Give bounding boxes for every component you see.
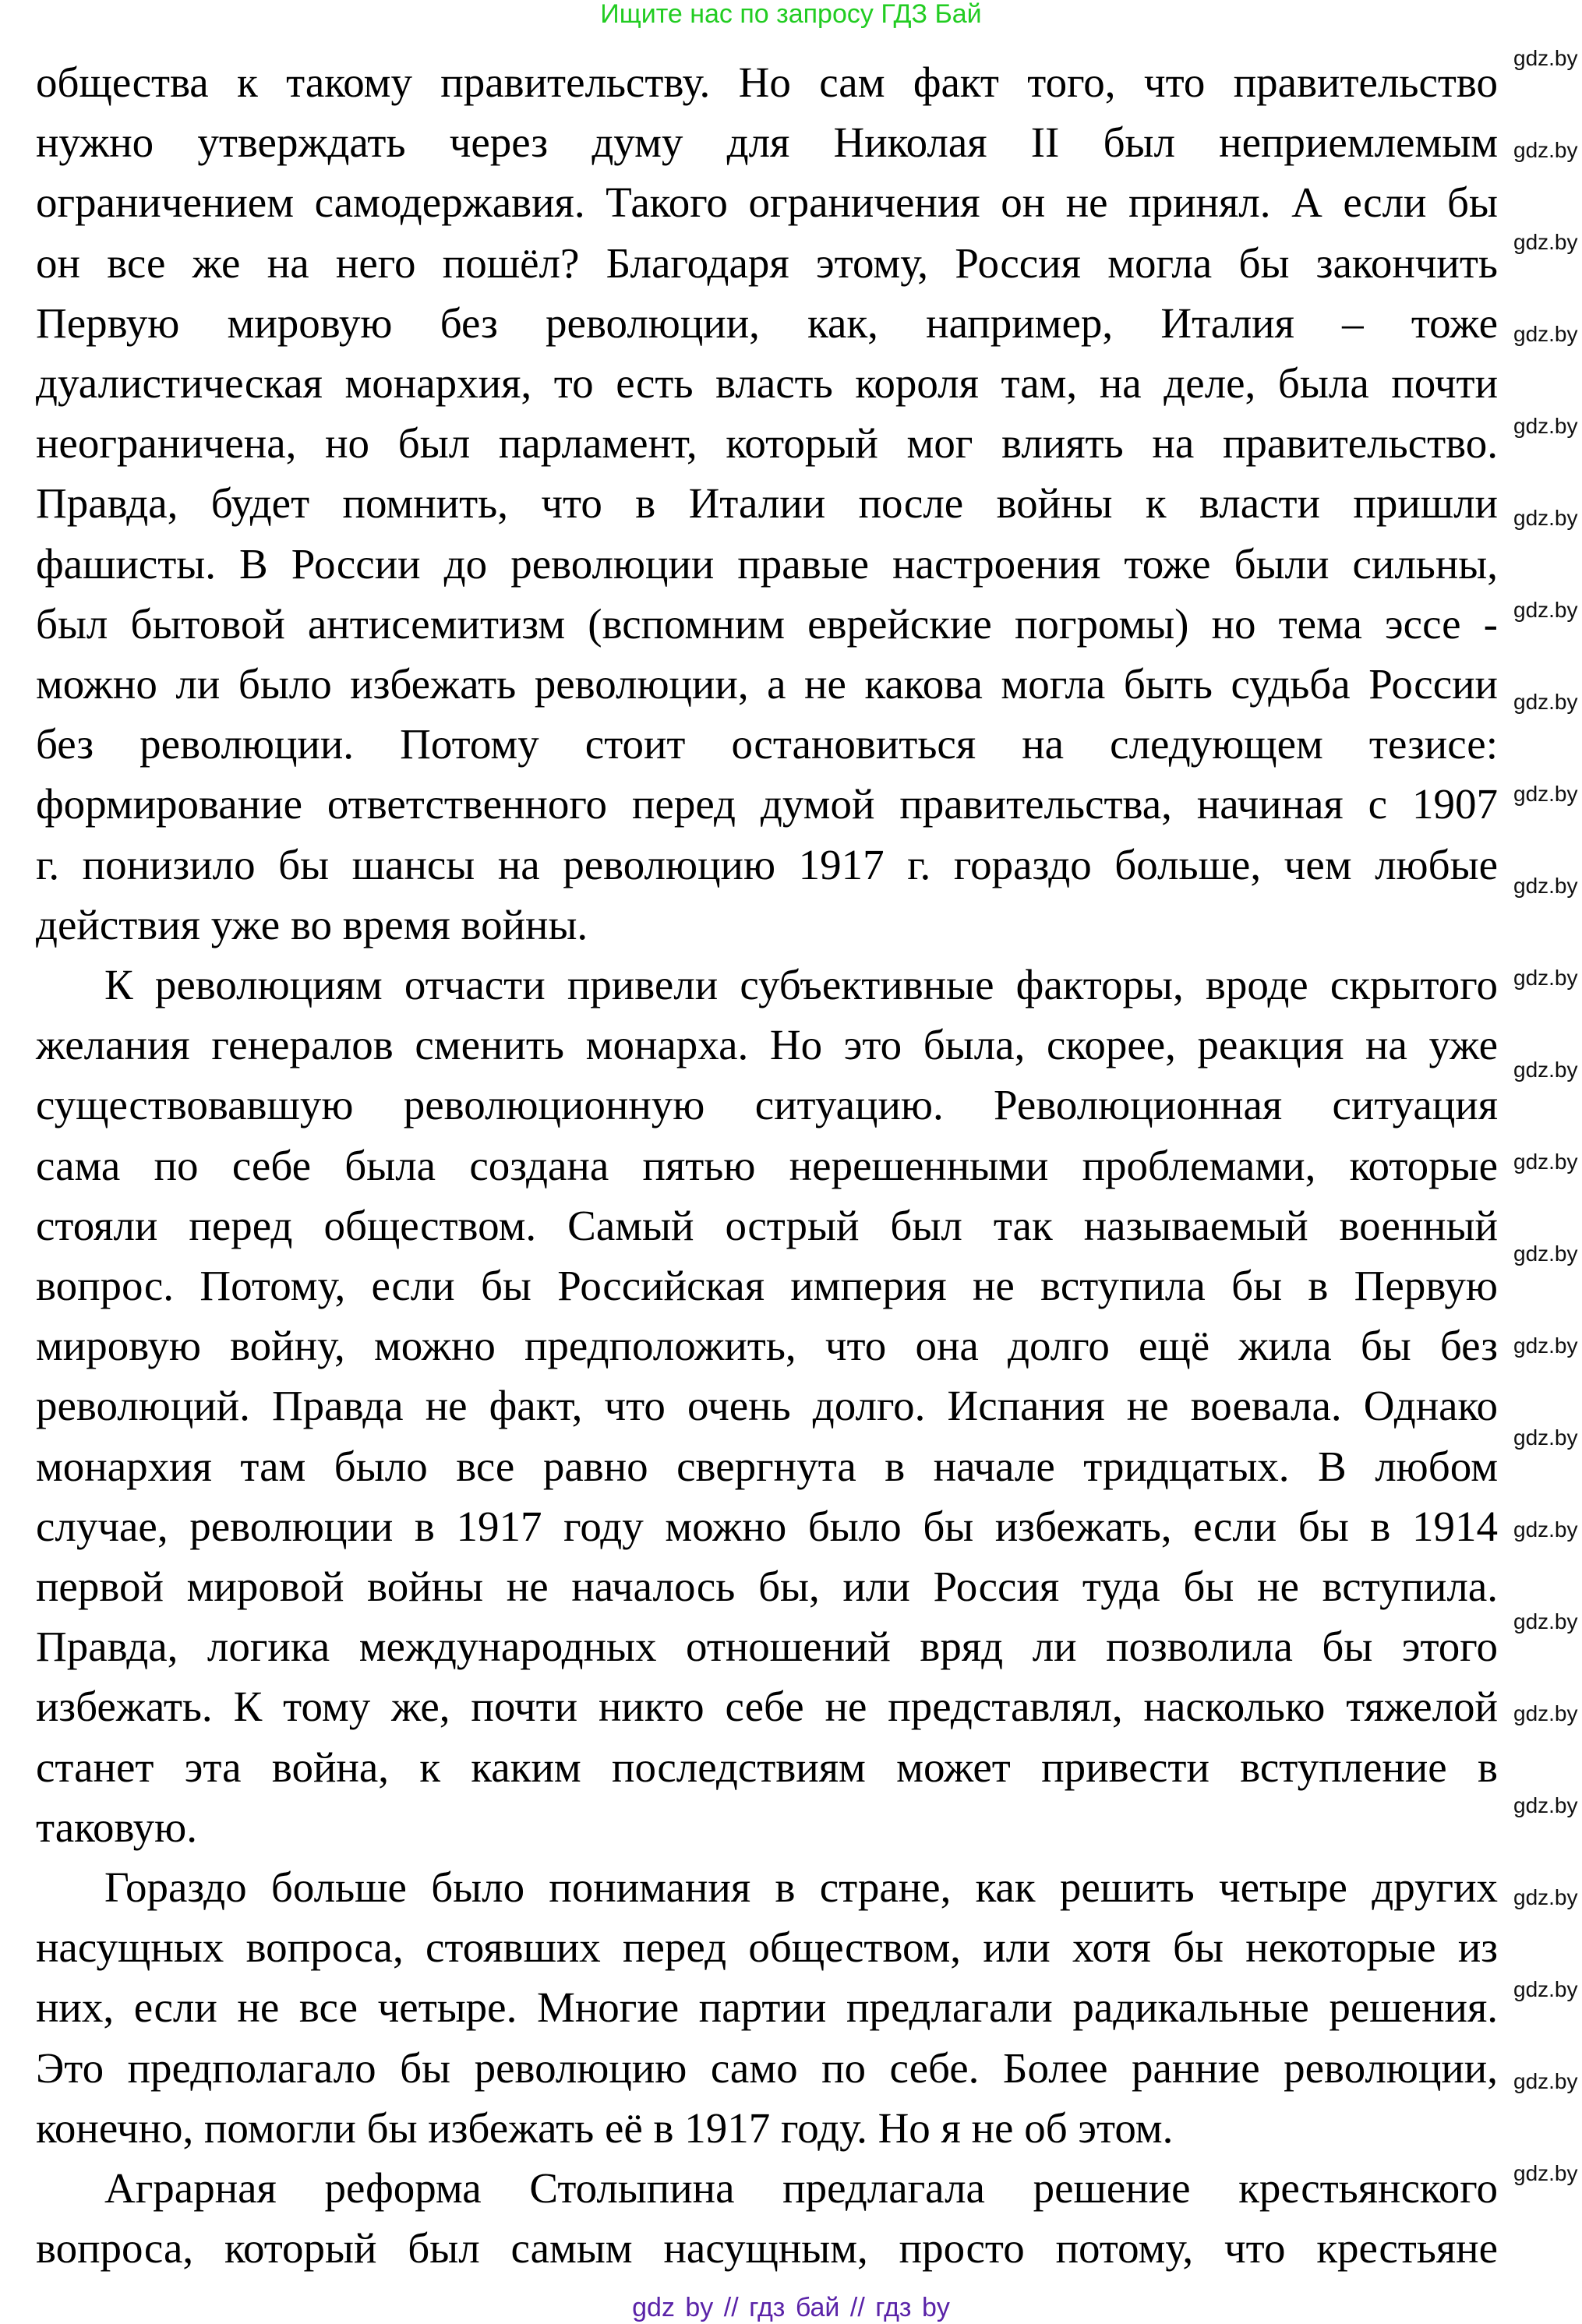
watermark-text: gdz.by	[1513, 966, 1578, 990]
text-line: насущных вопроса, стоявших перед обществом, или хотя бы некоторые из	[36, 1923, 1498, 1972]
text-line: Это предполагало бы революцию само по себе. Более ранние революции,	[36, 2043, 1498, 2092]
watermark-text: gdz.by	[1513, 1333, 1578, 1358]
text-line: первой мировой войны не началось бы, или Россия туда бы не вступила.	[36, 1563, 1498, 1610]
watermark-text: gdz.by	[1513, 1150, 1578, 1174]
watermark-text: gdz.by	[1513, 322, 1578, 346]
text-line: он все же на него пошёл? Благодаря этому, Россия могла бы закончить	[36, 238, 1498, 287]
text-line: нужно утверждать через думу для Николая II был неприемлемым	[36, 118, 1498, 167]
text-line: неограничена, но был парламент, который мог влиять на правительство.	[36, 419, 1498, 468]
text-line: станет эта война, к каким последствиям может привести вступление в	[36, 1743, 1498, 1791]
text-line: таковую.	[36, 1803, 197, 1851]
watermark-text: gdz.by	[1513, 1793, 1578, 1817]
text-line: Правда, логика международных отношений вряд ли позволила бы этого	[36, 1623, 1498, 1671]
text-line: желания генералов сменить монарха. Но это была, скорее, реакция на уже	[36, 1021, 1498, 1069]
text-line: вопроса, который был самым насущным, просто потому, что крестьяне	[36, 2224, 1498, 2273]
watermark-text: gdz.by	[1513, 506, 1578, 530]
text-line: фашисты. В России до революции правые настроения тоже были сильны,	[36, 539, 1498, 588]
watermark-text: gdz.by	[1513, 414, 1578, 438]
watermark-text: gdz.by	[1513, 230, 1578, 254]
text-line: вопрос. Потому, если бы Российская империя не вступила бы в Первую	[36, 1262, 1498, 1309]
text-line: формирование ответственного перед думой правительства, начиная с 1907	[36, 780, 1498, 828]
watermark-text: gdz.by	[1513, 2069, 1578, 2093]
text-line: конечно, помогли бы избежать её в 1917 году. Но я не об этом.	[36, 2103, 1174, 2152]
text-line: Гораздо больше было понимания в стране, как решить четыре других	[104, 1863, 1498, 1911]
text-line: дуалистическая монархия, то есть власть короля там, на деле, была почти	[36, 359, 1498, 407]
text-line: Правда, будет помнить, что в Италии после войны к власти пришли	[36, 479, 1498, 528]
watermark-text: gdz.by	[1513, 1425, 1578, 1450]
text-line: революций. Правда не факт, что очень долго. Испания не воевала. Однако	[36, 1382, 1498, 1430]
text-line: мировую войну, можно предположить, что она долго ещё жила бы без	[36, 1322, 1498, 1370]
text-line: г. понизило бы шансы на революцию 1917 г. гораздо больше, чем любые	[36, 840, 1498, 888]
text-line: Первую мировую без революции, как, например, Италия – тоже	[36, 298, 1498, 347]
watermark-text: gdz.by	[1513, 1058, 1578, 1082]
watermark-text: gdz.by	[1513, 874, 1578, 898]
watermark-text: gdz.by	[1513, 1609, 1578, 1634]
watermark-text: gdz.by	[1513, 1241, 1578, 1266]
text-line: случае, революции в 1917 году можно было бы избежать, если бы в 1914	[36, 1502, 1498, 1550]
text-line: монархия там было все равно свергнута в начале тридцатых. В любом	[36, 1442, 1498, 1490]
text-line: можно ли было избежать революции, а не какова могла быть судьба России	[36, 660, 1498, 708]
text-line: ограничением самодержавия. Такого ограничения он не принял. А если бы	[36, 178, 1498, 227]
text-line: существовавшую революционную ситуацию. Революционная ситуация	[36, 1081, 1498, 1129]
text-line: К революциям отчасти привели субъективные факторы, вроде скрытого	[104, 961, 1498, 1008]
watermark-text: gdz.by	[1513, 598, 1578, 622]
watermark-text: gdz.by	[1513, 1701, 1578, 1725]
watermark-text: gdz.by	[1513, 690, 1578, 714]
text-line: был бытовой антисемитизм (вспомним еврейские погромы) но тема эссе -	[36, 599, 1498, 648]
watermark-text: gdz.by	[1513, 1977, 1578, 2001]
watermark-text: gdz.by	[1513, 2161, 1578, 2185]
text-line: них, если не все четыре. Многие партии предлагали радикальные решения.	[36, 1983, 1498, 2032]
text-line: сама по себе была создана пятью нерешенными проблемами, которые	[36, 1141, 1498, 1189]
text-line: избежать. К тому же, почти никто себе не представлял, насколько тяжелой	[36, 1683, 1498, 1731]
watermark-text: gdz.by	[1513, 1517, 1578, 1542]
watermark-text: gdz.by	[1513, 1885, 1578, 1909]
text-line: стояли перед обществом. Самый острый был так называемый военный	[36, 1201, 1498, 1249]
watermark-text: gdz.by	[1513, 782, 1578, 806]
text-line: без революции. Потому стоит остановиться на следующем тезисе:	[36, 720, 1498, 768]
text-line: общества к такому правительству. Но сам факт того, что правительство	[36, 58, 1498, 106]
text-line: действия уже во время войны.	[36, 900, 588, 948]
watermark-text: gdz.by	[1513, 46, 1578, 70]
footer-links[interactable]: gdz by // гдз бай // гдз by	[632, 2293, 950, 2322]
search-banner: Ищите нас по запросу ГДЗ Бай	[600, 0, 982, 29]
text-line: Аграрная реформа Столыпина предлагала решение крестьянского	[104, 2164, 1498, 2212]
watermark-text: gdz.by	[1513, 138, 1578, 162]
